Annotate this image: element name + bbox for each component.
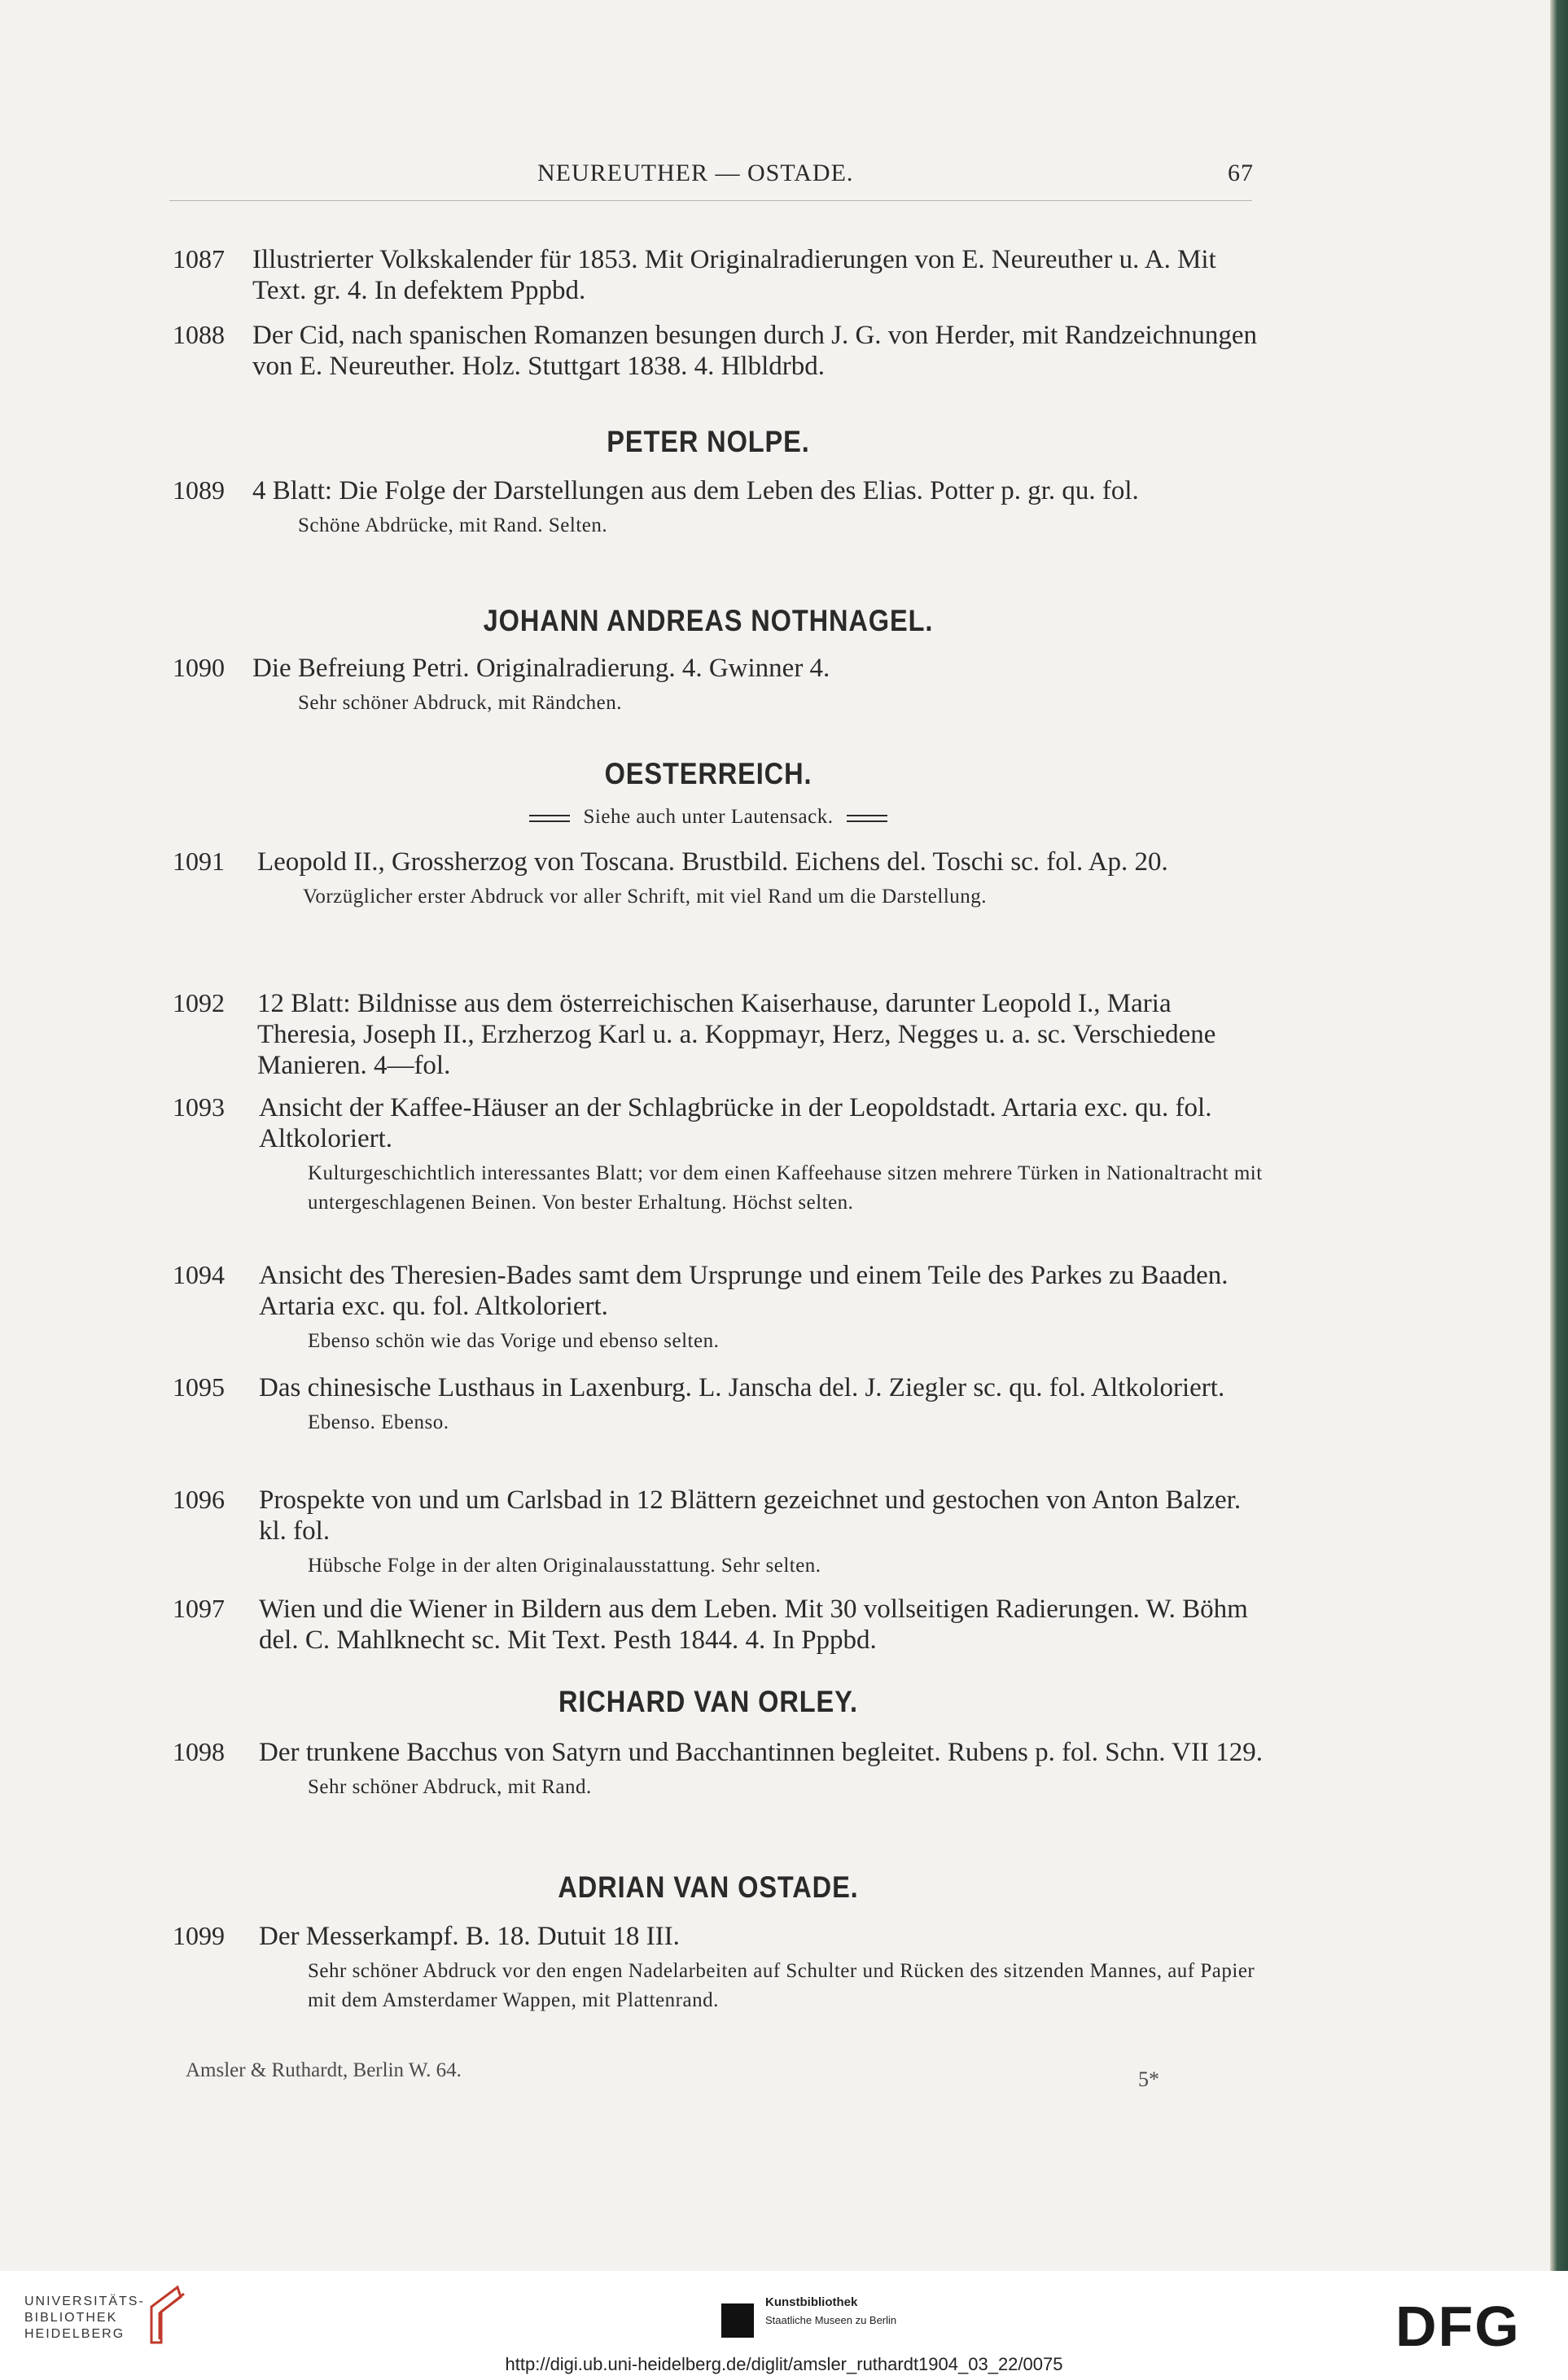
entry-note: Sehr schöner Abdruck vor den engen Nadelarbeiten auf Schulter und Rücken des sitzenden Mannes, auf Papier mit dem Amsterdamer Wappen, mit Plattenrand.	[308, 1960, 1255, 2011]
entry-text: Der trunkene Bacchus von Satyrn und Bacchantinnen begleitet. Rubens p. fol. Schn. VII 129.	[259, 1738, 1263, 1767]
catalog-entry	[173, 1737, 1272, 1802]
kb-subtitle: Staatliche Museen zu Berlin	[765, 2314, 897, 2326]
catalog-entry	[173, 988, 1272, 1081]
entry-text: Ansicht der Kaffee-Häuser an der Schlagbrücke in der Leopoldstadt. Artaria exc. qu. fol. Altkoloriert.	[259, 1093, 1212, 1153]
entry-note: Sehr schöner Abdruck, mit Rand.	[308, 1776, 592, 1798]
catalog-entry	[173, 320, 1272, 382]
catalog-entry	[173, 1485, 1272, 1581]
kunstbibliothek-wordmark[interactable]	[765, 2295, 896, 2326]
ub-heidelberg-wordmark[interactable]	[24, 2294, 145, 2343]
entry-number: 1087	[173, 244, 225, 273]
catalog-entry	[173, 1594, 1272, 1656]
section-heading: RICHARD VAN ORLEY.	[558, 1685, 858, 1718]
catalog-entry	[173, 1092, 1272, 1218]
entry-number: 1088	[173, 320, 225, 349]
section-heading: OESTERREICH.	[604, 757, 812, 790]
entry-text: Ansicht des Theresien-Bades samt dem Ursprunge und einem Teile des Parkes zu Baaden. Artaria exc. qu. fol. Altkoloriert.	[259, 1261, 1229, 1321]
publisher-imprint: Amsler & Ruthardt, Berlin W. 64.	[186, 2059, 462, 2081]
ub-line: BIBLIOTHEK	[24, 2311, 118, 2325]
entry-number: 1096	[173, 1485, 225, 1514]
permalink-url[interactable]: http://digi.ub.uni-heidelberg.de/diglit/amsler_ruthardt1904_03_22/0075	[505, 2354, 1063, 2374]
section-heading: ADRIAN VAN OSTADE.	[558, 1870, 859, 1904]
entry-text: Illustrierter Volkskalender für 1853. Mit Originalradierungen von E. Neureuther u. A. Mit Text. gr. 4. In defektem Pppbd.	[252, 245, 1216, 305]
running-title: NEUREUTHER — OSTADE.	[537, 160, 854, 186]
entry-note: Kulturgeschichtlich interessantes Blatt; vor dem einen Kaffeehause sitzen mehrere Türken in Nationaltracht mit untergeschlagenen Beinen. Von bester Erhaltung. Höchst selten.	[308, 1162, 1263, 1214]
double-rule	[847, 815, 887, 822]
dfg-logo[interactable]: DFG	[1395, 2295, 1521, 2358]
section-heading: PETER NOLPE.	[607, 425, 810, 458]
entry-number: 1093	[173, 1092, 225, 1122]
entry-note: Schöne Abdrücke, mit Rand. Selten.	[298, 514, 608, 536]
catalog-entry	[173, 1260, 1272, 1356]
entry-number: 1095	[173, 1372, 225, 1402]
entry-number: 1091	[173, 847, 225, 876]
section-heading: JOHANN ANDREAS NOTHNAGEL.	[483, 604, 934, 637]
catalog-entry	[173, 1372, 1272, 1437]
kb-title: Kunstbibliothek	[765, 2295, 858, 2309]
catalog-entry	[173, 847, 1272, 912]
entry-number: 1094	[173, 1260, 225, 1289]
catalog-entry	[173, 475, 1272, 540]
entry-text: Die Befreiung Petri. Originalradierung. 4. Gwinner 4.	[252, 654, 830, 683]
entry-number: 1097	[173, 1594, 225, 1623]
cross-reference	[163, 806, 1254, 829]
entry-note: Ebenso. Ebenso.	[308, 1411, 449, 1433]
signature-mark: 5*	[1138, 2067, 1159, 2091]
catalog-entry	[173, 1921, 1272, 2015]
kunstbibliothek-logo-icon[interactable]	[721, 2303, 754, 2338]
viewer-footer-bar	[0, 2271, 1568, 2380]
entry-text: Der Cid, nach spanischen Romanzen besungen durch J. G. von Herder, mit Randzeichnungen von E. Neureuther. Holz. Stuttgart 1838. 4. Hlbldrbd.	[252, 321, 1258, 381]
catalog-entry	[173, 653, 1272, 718]
entry-text: Wien und die Wiener in Bildern aus dem Leben. Mit 30 vollseitigen Radierungen. W. Böhm del. C. Mahlknecht sc. Mit Text. Pesth 1844. 4. In Pppbd.	[259, 1595, 1248, 1655]
entry-number: 1092	[173, 988, 225, 1017]
double-rule	[529, 815, 570, 822]
ub-line: UNIVERSITÄTS-	[24, 2295, 145, 2308]
entry-number: 1098	[173, 1737, 225, 1766]
entry-note: Vorzüglicher erster Abdruck vor aller Schrift, mit viel Rand um die Darstellung.	[303, 886, 988, 908]
running-head	[163, 160, 1254, 195]
header-rule	[169, 200, 1252, 201]
entry-number: 1089	[173, 475, 225, 505]
catalog-entry	[173, 244, 1272, 306]
entry-number: 1099	[173, 1921, 225, 1950]
entry-text: Das chinesische Lusthaus in Laxenburg. L. Janscha del. J. Ziegler sc. qu. fol. Altkoloriert.	[259, 1373, 1225, 1402]
book-spine-edge	[1550, 0, 1568, 2271]
ub-line: HEIDELBERG	[24, 2327, 125, 2341]
ub-heidelberg-logo-icon[interactable]	[137, 2282, 194, 2347]
cross-reference-text: Siehe auch unter Lautensack.	[583, 806, 834, 828]
entry-text: Prospekte von und um Carlsbad in 12 Blättern gezeichnet und gestochen von Anton Balzer. kl. fol.	[259, 1485, 1242, 1546]
entry-note: Hübsche Folge in der alten Originalausstattung. Sehr selten.	[308, 1555, 821, 1577]
entry-text: 12 Blatt: Bildnisse aus dem österreichischen Kaiserhause, darunter Leopold I., Maria Theresia, Joseph II., Erzherzog Karl u. a. Koppmayr, Herz, Negges u. a. sc. Verschiedene Manieren. 4—fol.	[257, 989, 1216, 1080]
entry-note: Ebenso schön wie das Vorige und ebenso selten.	[308, 1330, 720, 1352]
entry-note: Sehr schöner Abdruck, mit Rändchen.	[298, 692, 622, 714]
entry-text: 4 Blatt: Die Folge der Darstellungen aus dem Leben des Elias. Potter p. gr. qu. fol.	[252, 476, 1139, 505]
entry-text: Leopold II., Grossherzog von Toscana. Brustbild. Eichens del. Toschi sc. fol. Ap. 20.	[257, 847, 1168, 877]
page-number: 67	[1228, 160, 1254, 186]
entry-text: Der Messerkampf. B. 18. Dutuit 18 III.	[259, 1922, 680, 1951]
entry-number: 1090	[173, 653, 225, 682]
